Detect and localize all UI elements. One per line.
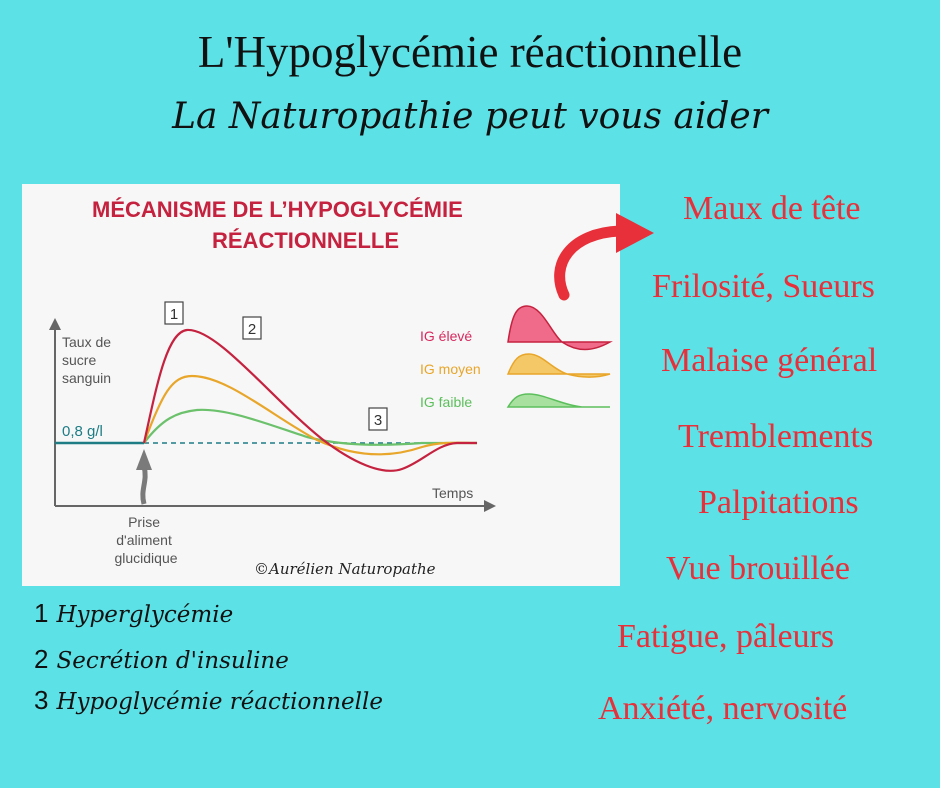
legend-ig-eleve-label: IG élevé bbox=[420, 328, 473, 344]
hypoglycemia-diagram bbox=[22, 184, 620, 586]
diagram-title-line2: RÉACTIONNELLE bbox=[212, 228, 399, 253]
symptom-malaise: Malaise général bbox=[661, 342, 878, 379]
phase-marker-2: 2 bbox=[247, 321, 257, 338]
y-axis-arrowhead bbox=[49, 318, 61, 330]
legend-ig-faible-curve bbox=[508, 394, 610, 407]
y-axis-label-line-3: sanguin bbox=[62, 370, 112, 386]
legend-note-1-number: 1 bbox=[34, 598, 49, 628]
legend-note-3-text: Hypoglycémie réactionnelle bbox=[56, 689, 383, 715]
symptom-anxiete: Anxiété, nervosité bbox=[598, 690, 848, 727]
legend-note-2-number: 2 bbox=[34, 644, 49, 674]
trigger-label-line-1: Prise bbox=[128, 514, 161, 530]
phase-marker-1: 1 bbox=[169, 306, 179, 323]
legend-note-1-text: Hyperglycémie bbox=[56, 602, 234, 628]
copyright-text: ©Aurélien Naturopathe bbox=[254, 560, 436, 578]
legend-ig-eleve-curve bbox=[508, 306, 610, 350]
legend-ig-moyen-curve bbox=[508, 354, 610, 377]
legend-note-3 bbox=[34, 685, 383, 716]
legend-ig-faible-label: IG faible bbox=[420, 394, 473, 410]
legend-note-3-number: 3 bbox=[34, 685, 49, 715]
baseline-label: 0,8 g/l bbox=[62, 423, 103, 440]
legend-note-2 bbox=[34, 644, 289, 675]
page-subtitle: La Naturopathie peut vous aider bbox=[172, 96, 768, 137]
phase-marker-3: 3 bbox=[373, 412, 383, 429]
page-title: L'Hypoglycémie réactionnelle bbox=[197, 27, 743, 77]
x-axis-label: Temps bbox=[432, 485, 474, 501]
x-axis-arrowhead bbox=[484, 500, 496, 512]
symptom-palpitations: Palpitations bbox=[698, 484, 859, 521]
y-axis-label-line-1: Taux de bbox=[62, 334, 112, 350]
y-axis-label bbox=[62, 334, 115, 386]
legend-ig-moyen-label: IG moyen bbox=[420, 361, 481, 377]
symptom-frilosite: Frilosité, Sueurs bbox=[652, 268, 875, 305]
trigger-arrow bbox=[143, 466, 145, 504]
trigger-label bbox=[114, 514, 177, 566]
trigger-label-line-3: glucidique bbox=[114, 550, 178, 566]
curve-ig-faible bbox=[144, 410, 477, 445]
trigger-arrowhead bbox=[136, 449, 152, 470]
diagram-title-line1: MÉCANISME DE L’HYPOGLYCÉMIE bbox=[92, 197, 463, 222]
symptom-vue-brouillee: Vue brouillée bbox=[666, 550, 850, 587]
legend-note-1 bbox=[34, 598, 233, 629]
diagram-panel bbox=[22, 184, 620, 586]
symptom-fatigue: Fatigue, pâleurs bbox=[617, 618, 835, 655]
symptom-tremblements: Tremblements bbox=[678, 418, 874, 455]
legend-note-2-text: Secrétion d'insuline bbox=[56, 648, 289, 674]
trigger-label-line-2: d'aliment bbox=[116, 532, 172, 548]
symptom-maux-de-tete: Maux de tête bbox=[683, 190, 861, 227]
y-axis-label-line-2: sucre bbox=[62, 352, 97, 368]
